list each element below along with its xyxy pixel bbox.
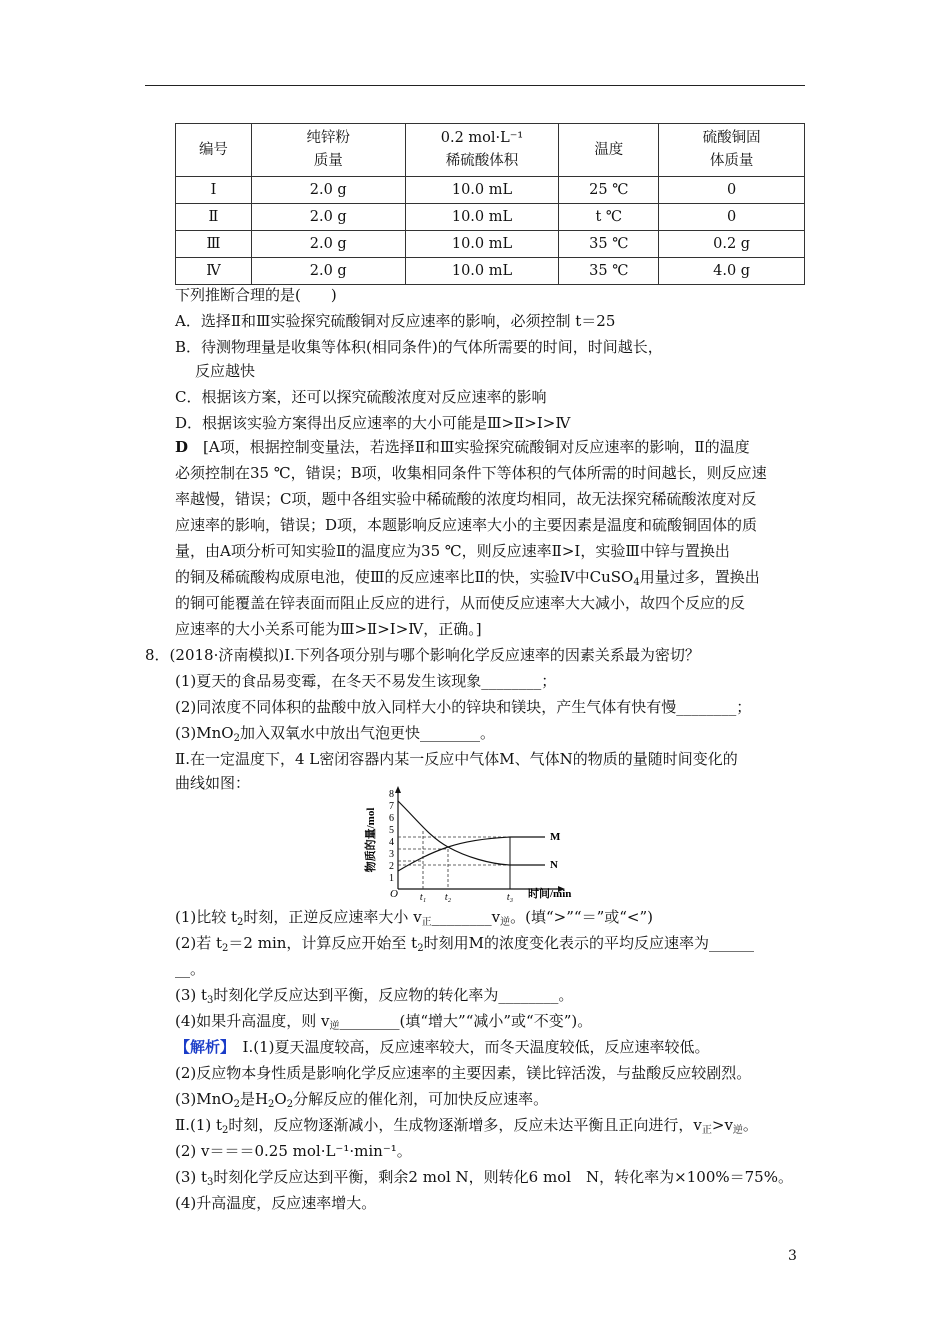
y-tick-label: 6 [389,813,394,824]
y-tick-label: 7 [389,801,394,812]
table-cell: 10.0 mL [405,177,559,204]
q8-part-3: (3)MnO$_2$加入双氧水中放出气泡更快________。 [175,724,495,744]
table-row [176,258,805,285]
q7-answer: D [175,438,189,456]
q7-option-b: B．待测物理量是收集等体积(相同条件)的气体所需要的时间，时间越长， [175,338,663,356]
table-cell: 25 ℃ [559,177,659,204]
table-cell: 35 ℃ [559,258,659,285]
analysis-line: (2)反应物本身性质是影响化学反应速率的主要因素，镁比锌活泼，与盐酸反应较剧烈。 [175,1064,752,1082]
table-cell: t ℃ [559,204,659,231]
table-row [176,204,805,231]
analysis-line: Ⅱ.(1) $t_2$时刻，反应物逐渐减小，生成物逐渐增多，反应未达平衡且正向进行，$v_正>v_逆$。 [175,1116,758,1136]
table-cell: Ⅳ [176,258,252,285]
q8-sub-1: (1)比较 $t_2$时刻，正逆反应速率大小 $v_正\_\_\_\_\_\_\_\_v_逆$。(填“>”“＝”或“<”) [175,908,654,928]
q7-explanation-line: 的铜可能覆盖在锌表面而阻止反应的进行，从而使反应速率大大减小，故四个反应的反 [175,594,746,612]
q8-section-ii-cont: 曲线如图： [175,774,251,792]
q8-part-2: (2)同浓度不同体积的盐酸中放入同样大小的锌块和镁块，产生气体有快有慢________； [175,698,752,716]
chart-origin: O [390,888,398,900]
analysis-line: (3)MnO$_2$是$H_2O_2$分解反应的催化剂，可加快反应速率。 [175,1090,549,1110]
table-header-row [176,124,805,177]
experiment-table [175,123,805,285]
analysis-tag: 【解析】 [175,1038,228,1056]
table-cell: 2.0 g [251,231,405,258]
analysis-line: (2) v＝＝＝0.25 mol·L⁻¹·min⁻¹。 [175,1142,412,1160]
series-m-curve [398,837,545,871]
analysis-line: (3) $t_3$时刻化学反应达到平衡，剩余2 mol N，则转化6 mol N，转化率为×100%＝75%。 [175,1168,793,1188]
q8-part-1: (1)夏天的食品易变霉，在冬天不易发生该现象________； [175,672,557,690]
x-tick-label: t₁ [419,892,427,903]
table-row [176,177,805,204]
series-n-label: N [550,859,558,871]
q7-explanation-line: 的铜及稀硫酸构成原电池，使Ⅲ的反应速率比Ⅱ的快，实验Ⅳ中CuSO$_4$用量过多，置换出 [175,568,760,588]
x-tick-label: t₃ [506,892,514,903]
series-n-curve [398,801,545,865]
q7-explanation-line: 率越慢，错误；C项，题中各组实验中稀硫酸的浓度均相同，故无法探究稀硫酸浓度对反 [175,490,757,508]
q7-option-b-cont: 反应越快 [195,362,256,380]
q8-sub-2: (2)若 $t_2=2$ min，计算反应开始至 $t_2$时刻用M的浓度变化表示的平均反应速率为______ [175,934,754,954]
table-cell: 10.0 mL [405,231,559,258]
chart-x-label: 时间/min [528,888,572,900]
table-cell: 2.0 g [251,258,405,285]
x-tick-label: t₂ [444,892,452,903]
q7-option-d: D．根据该实验方案得出反应速率的大小可能是Ⅲ>Ⅱ>Ⅰ>Ⅳ [175,414,571,432]
q7-explanation-line: D [A项，根据控制变量法，若选择Ⅱ和Ⅲ实验探究硫酸铜对反应速率的影响，Ⅱ的温度 [175,438,750,456]
table-cell: 10.0 mL [405,204,559,231]
table-cell: 0.2 g [659,231,805,258]
table-row [176,231,805,258]
table-cell: 0 [659,204,805,231]
table-cell: Ⅰ [176,177,252,204]
q7-option-a: A．选择Ⅱ和Ⅲ实验探究硫酸铜对反应速率的影响，必须控制 t＝25 [175,312,616,330]
q7-explanation-line: 量，由A项分析可知实验Ⅱ的温度应为35 ℃，则反应速率Ⅱ>Ⅰ，实验Ⅲ中锌与置换出 [175,542,730,560]
table-cell: 2.0 g [251,204,405,231]
table-cell: Ⅱ [176,204,252,231]
y-tick-label: 3 [389,849,394,860]
table-cell: 35 ℃ [559,231,659,258]
page-number: 3 [788,1248,797,1264]
header-cell-acid: 0.2 mol·L⁻¹ 稀硫酸体积 [405,124,559,177]
header-rule [145,85,805,86]
q7-stem: 下列推断合理的是( ) [175,286,337,304]
q7-explanation-line: 应速率的影响，错误；D项，本题影响反应速率大小的主要因素是温度和硫酸铜固体的质 [175,516,758,534]
q7-explanation-line: 应速率的大小关系可能为Ⅲ>Ⅱ>Ⅰ>Ⅳ，正确。] [175,620,482,638]
series-m-label: M [550,831,561,843]
q8-sub-3: (3) $t_3$时刻化学反应达到平衡，反应物的转化率为________。 [175,986,574,1006]
header-cell-zinc: 纯锌粉 质量 [251,124,405,177]
y-tick-label: 5 [389,825,394,836]
q7-explanation-line: 必须控制在35 ℃，错误；B项，收集相同条件下等体积的气体所需的时间越长，则反应速 [175,464,767,482]
table-cell: 4.0 g [659,258,805,285]
analysis-line: 【解析】 Ⅰ.(1)夏天温度较高，反应速率较大，而冬天温度较低，反应速率较低。 [175,1038,710,1056]
table-cell: 10.0 mL [405,258,559,285]
y-tick-label: 4 [389,837,394,848]
amount-vs-time-chart [360,785,590,903]
table-cell: 0 [659,177,805,204]
header-cell-id: 编号 [176,124,252,177]
table-cell: Ⅲ [176,231,252,258]
header-cell-temp: 温度 [559,124,659,177]
y-tick-label: 1 [389,873,394,884]
q8-sub-4: (4)如果升高温度，则 $v_逆\_\_\_\_\_\_\_\_$(填“增大”“减小”或“不变”)。 [175,1012,593,1032]
q7-option-c: C．根据该方案，还可以探究硫酸浓度对反应速率的影响 [175,388,547,406]
q8-sub-2-cont: __。 [175,960,206,978]
y-tick-label: 8 [389,789,394,800]
q8-section-ii: Ⅱ.在一定温度下，4 L密闭容器内某一反应中气体M、气体N的物质的量随时间变化的 [175,750,738,768]
analysis-line: (4)升高温度，反应速率增大。 [175,1194,377,1212]
y-tick-label: 2 [389,861,394,872]
header-cell-cuso4: 硫酸铜固 体质量 [659,124,805,177]
y-axis-arrow [395,786,401,793]
table-cell: 2.0 g [251,177,405,204]
chart-y-label: 物质的量/mol [365,807,377,873]
q8-head: 8．(2018·济南模拟)Ⅰ.下列各项分别与哪个影响化学反应速率的因素关系最为密切？ [145,646,700,664]
